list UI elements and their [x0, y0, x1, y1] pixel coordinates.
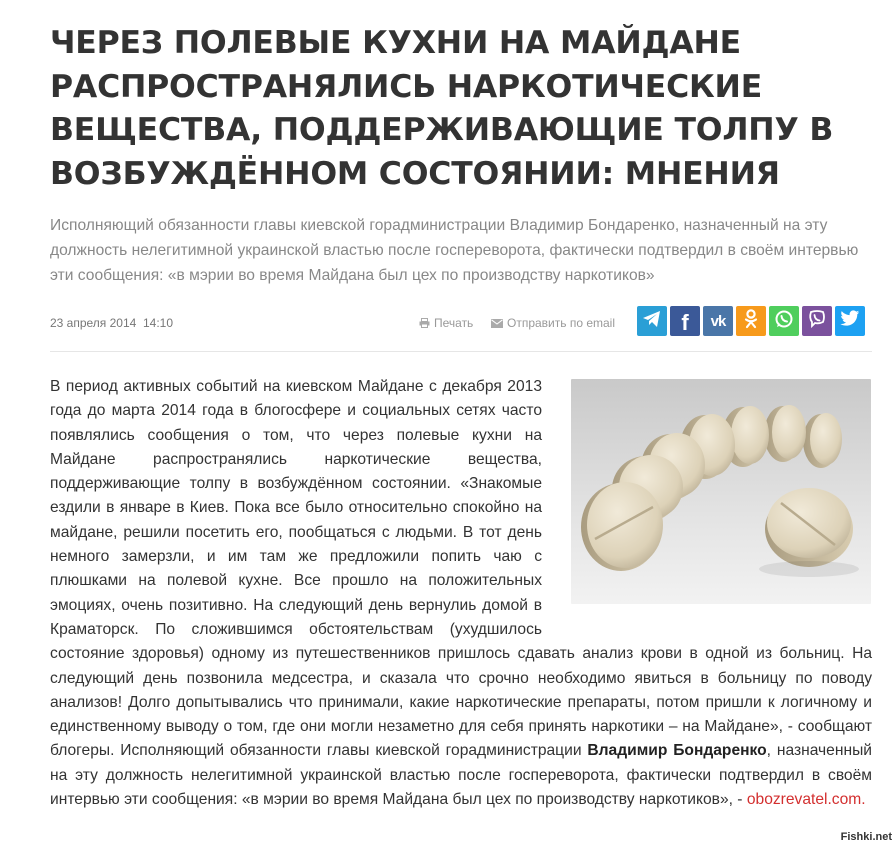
printer-icon [419, 318, 430, 328]
source-link[interactable]: obozrevatel.com [746, 791, 862, 809]
viber-icon [807, 309, 827, 334]
person-name-bold: Владимир Бондаренко [587, 742, 767, 760]
body-text-part1: В период активных событий на киевском Майдане с декабря 2013 года до марта 2014 года в блогосфере и социальных сетях часто появлялись сообщения о том, что через полевые кухни на Майдане распространялись наркотические вещества, поддерживающие толпу в возбуждённом состоянии. «Знакомые ездили в январе в Киев. Пока все было относительно спокойно на майдане, решили посетить его, пообщаться с людьми. В тот день немного замерзли, и им там же предложили попить чаю с плюшками на полевой кухне. Все прошло на положительных эмоциях, очень позитивно. На следующий день вернулиь домой в Краматорск. По сложившимся обстоятельствам (ухудшилось состояние здоровья) одному из путешественников пришлось сдавать анализ крови в одной из больниц. На следующий день позвонила медсестра, и сказала что срочно необходимо явиться в больницу по поводу анализов! Долго допытывались что принимали, какие наркотические препараты, потом пришли к логичному и единственному выводу о том, где они могли незаметно для себя принять наркотики – на Майдане», - сообщают блогеры. Исполняющий обязанности главы киевской горадминистрации [50, 378, 872, 760]
email-label: Отправить по email [507, 316, 616, 330]
whatsapp-icon [774, 309, 794, 334]
image-float-space [572, 375, 872, 637]
share-whatsapp-button[interactable] [769, 306, 799, 336]
twitter-icon [840, 310, 860, 332]
share-vk-button[interactable] [703, 306, 733, 336]
email-button[interactable] [491, 316, 615, 330]
article-lead: Исполняющий обязанности главы киевской горадминистрации Владимир Бондаренко, назначенный на эту должность нелегитимной украинской властью после госпереворота, фактически подтвердил в своём интервью эти сообщения: «в мэрии во время Майдана был цех по производству наркотиков» [50, 217, 859, 284]
watermark: Fishki.net [840, 831, 892, 843]
share-odnoklassniki-button[interactable] [736, 306, 766, 336]
share-twitter-button[interactable] [835, 306, 865, 336]
print-button[interactable] [419, 316, 473, 330]
publish-date: 23 апреля 2014 14:10 [50, 316, 174, 330]
meta-divider [50, 351, 872, 352]
share-telegram-button[interactable] [637, 306, 667, 336]
article-headline: ЧЕРЕЗ ПОЛЕВЫЕ КУХНИ НА МАЙДАНЕ РАСПРОСТРАНЯЛИСЬ НАРКОТИЧЕСКИЕ ВЕЩЕСТВА, ПОДДЕРЖИВАЮЩИЕ ТОЛПУ В ВОЗБУЖДЁННОМ СОСТОЯНИИ: МНЕНИЯ [50, 25, 834, 192]
share-facebook-button[interactable] [670, 306, 700, 336]
telegram-icon [642, 310, 662, 333]
facebook-icon: f [681, 310, 689, 335]
share-buttons [637, 306, 865, 336]
body-text-end: . [861, 791, 866, 809]
share-viber-button[interactable] [802, 306, 832, 336]
print-label: Печать [434, 316, 474, 330]
odnoklassniki-icon [744, 309, 758, 334]
article-body [50, 375, 872, 812]
body-text-part2: , назначенный на эту должность нелегитимной украинской властью после госпереворота, фактически подтвердил в своём интервью эти сообщения: «в мэрии во время Майдана был цех по производству наркотиков», - [50, 742, 872, 809]
vk-icon: vk [710, 312, 726, 330]
envelope-icon [491, 319, 503, 328]
